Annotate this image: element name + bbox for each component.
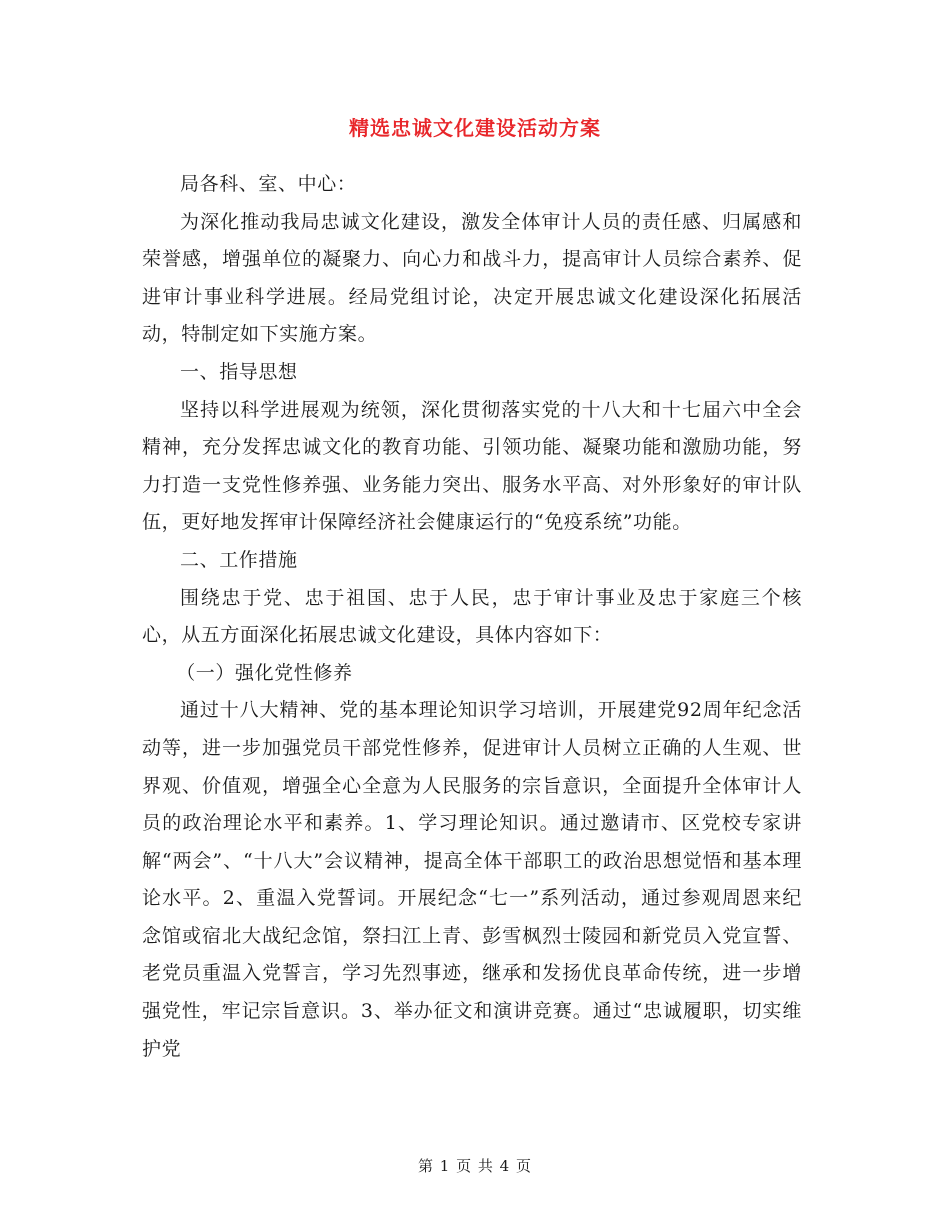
section-heading-work-measures: 二、工作措施	[180, 548, 298, 571]
section-heading-guiding-thought: 一、指导思想	[180, 360, 298, 383]
salutation: 局各科、室、中心：	[180, 173, 357, 195]
page-number-footer: 第 1 页 共 4 页	[418, 1157, 532, 1175]
document-title: 精选忠诚文化建设活动方案	[349, 116, 601, 140]
intro-paragraph: 为深化推动我局忠诚文化建设，激发全体审计人员的责任感、归属感和荣誉感，增强单位的凝聚力、向心力和战斗力，提高审计人员综合素养、促进审计事业科学进展。经局党组讨论，决定开展忠诚文化建设深化拓展活动，特制定如下实施方案。	[142, 210, 802, 346]
guiding-thought-paragraph: 坚持以科学进展观为统领，深化贯彻落实党的十八大和十七届六中全会精神，充分发挥忠诚文化的教育功能、引领功能、凝聚功能和激励功能，努力打造一支党性修养强、业务能力突出、服务水平高、对外形象好的审计队伍，更好地发挥审计保障经济社会健康运行的“免疫系统”功能。	[142, 398, 802, 534]
work-measures-paragraph: 围绕忠于党、忠于祖国、忠于人民，忠于审计事业及忠于家庭三个核心，从五方面深化拓展忠诚文化建设，具体内容如下：	[142, 586, 802, 647]
party-spirit-paragraph: 通过十八大精神、党的基本理论知识学习培训，开展建党92周年纪念活动等，进一步加强党员干部党性修养，促进审计人员树立正确的人生观、世界观、价值观，增强全心全意为人民服务的宗旨意识，全面提升全体审计人员的政治理论水平和素养。1、学习理论知识。通过邀请市、区党校专家讲解“两会”、“十八大”会议精神，提高全体干部职工的政治思想觉悟和基本理论水平。2、重温入党誓词。开展纪念“七一”系列活动，通过参观周恩来纪念馆或宿北大战纪念馆，祭扫江上青、彭雪枫烈士陵园和新党员入党宣誓、老党员重温入党誓言，学习先烈事迹，继承和发扬优良革命传统，进一步增强党性，牢记宗旨意识。3、举办征文和演讲竞赛。通过“忠诚履职，切实维护党	[142, 699, 802, 1060]
subsection-heading-party-spirit: （一）强化党性修养	[176, 661, 353, 684]
document-body	[142, 166, 802, 1068]
